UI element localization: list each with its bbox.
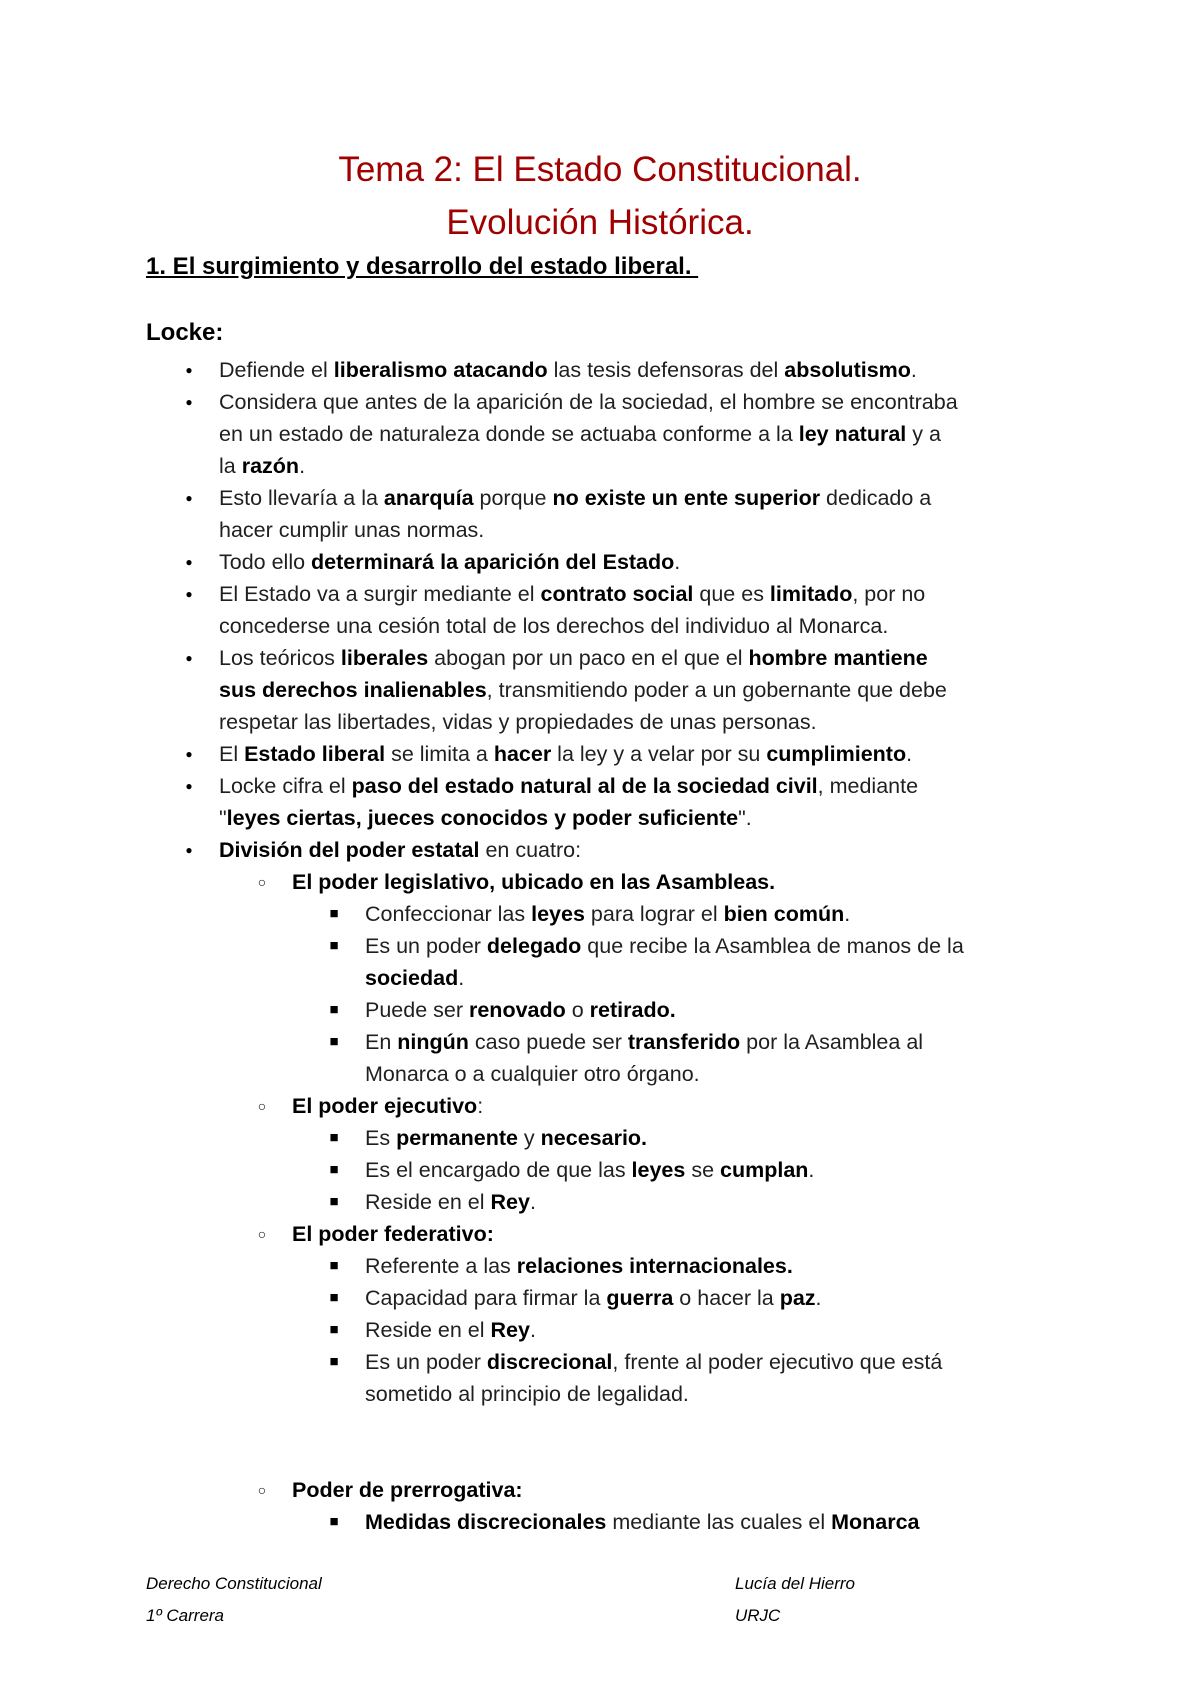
text: en un estado de naturaleza donde se actuaba conforme a la <box>219 422 799 446</box>
list-item-line <box>292 1090 483 1122</box>
bullet-circle-icon: ○ <box>257 1226 267 1242</box>
text: porque <box>473 486 553 510</box>
text: Es un poder <box>365 1350 487 1374</box>
text: Reside en el <box>365 1318 491 1342</box>
list-item-line <box>219 578 925 610</box>
bullet-dot-icon: ● <box>185 491 193 505</box>
list-item-line <box>365 1346 942 1378</box>
list-item-line <box>219 706 817 738</box>
bold-text: hombre mantiene <box>748 646 928 670</box>
text: la <box>219 454 242 478</box>
text: sometido al principio de legalidad. <box>365 1382 689 1406</box>
bold-text: El poder federativo: <box>292 1222 494 1246</box>
list-item-line <box>292 866 775 898</box>
text: . <box>815 1286 822 1310</box>
bold-text: hacer <box>493 742 552 766</box>
bold-text: permanente <box>396 1126 518 1150</box>
bullet-dot-icon: ● <box>185 555 193 569</box>
text: . <box>674 550 681 574</box>
bullet-square-icon: ■ <box>329 1289 339 1306</box>
list-item-line <box>365 930 964 962</box>
footer-university: URJC <box>735 1606 781 1625</box>
bullet-circle-icon: ○ <box>257 874 267 890</box>
text: . <box>906 742 913 766</box>
text: hacer cumplir unas normas. <box>219 518 485 542</box>
bold-text: ningún <box>397 1030 469 1054</box>
bold-text: anarquía <box>383 486 474 510</box>
bullet-square-icon: ■ <box>329 1001 339 1018</box>
list-item-line <box>219 802 752 834</box>
text: mediante las cuales el <box>606 1510 832 1534</box>
text: . <box>458 966 465 990</box>
text: , transmitiendo poder a un gobernante que debe <box>486 678 947 702</box>
bold-text: limitado <box>769 582 853 606</box>
text: que es <box>693 582 770 606</box>
bullet-dot-icon: ● <box>185 779 193 793</box>
bullet-dot-icon: ● <box>185 395 193 409</box>
list-item-line <box>219 354 917 386</box>
bold-text: liberales <box>340 646 429 670</box>
list-item-line <box>219 834 581 866</box>
text: o hacer la <box>673 1286 780 1310</box>
bold-text: sociedad <box>365 966 459 990</box>
text: Puede ser <box>365 998 469 1022</box>
bold-text: Estado liberal <box>244 742 386 766</box>
document-title-line-1: Tema 2: El Estado Constitucional. <box>338 150 862 189</box>
footer-course: Derecho Constitucional <box>146 1574 322 1593</box>
list-item-line <box>219 738 912 770</box>
list-item-line <box>365 1378 689 1410</box>
bullet-square-icon: ■ <box>329 1033 339 1050</box>
text: concederse una cesión total de los derechos del individuo al Monarca. <box>219 614 889 638</box>
bold-text: determinará la aparición del Estado <box>311 550 675 574</box>
bold-text: retirado. <box>589 998 676 1022</box>
bullet-circle-icon: ○ <box>257 1098 267 1114</box>
text: Reside en el <box>365 1190 491 1214</box>
list-item-line <box>219 450 305 482</box>
list-item-line <box>365 1058 700 1090</box>
text: : <box>477 1094 484 1118</box>
text: para lograr el <box>584 902 724 926</box>
bullet-square-icon: ■ <box>329 937 339 954</box>
text: la ley y a velar por su <box>551 742 767 766</box>
list-item-line <box>365 1122 647 1154</box>
bold-text: cumplan <box>720 1158 809 1182</box>
list-item-line <box>365 1506 920 1538</box>
bold-text: relaciones internacionales. <box>516 1254 793 1278</box>
bullet-square-icon: ■ <box>329 905 339 922</box>
bold-text: liberalismo atacando <box>333 358 548 382</box>
list-item-line <box>219 674 947 706</box>
document-title-line-2: Evolución Histórica. <box>446 203 754 242</box>
text: Considera que antes de la aparición de la sociedad, el hombre se encontraba <box>219 390 958 414</box>
text: El Estado va a surgir mediante el <box>219 582 541 606</box>
text: y a <box>906 422 941 446</box>
text: y <box>517 1126 541 1150</box>
bullet-square-icon: ■ <box>329 1193 339 1210</box>
text: respetar las libertades, vidas y propiedades de unas personas. <box>219 710 817 734</box>
list-item-line <box>219 770 918 802</box>
bold-text: cumplimiento <box>766 742 907 766</box>
bullet-dot-icon: ● <box>185 363 193 377</box>
bold-text: leyes <box>631 1158 686 1182</box>
bold-text: discrecional <box>486 1350 613 1374</box>
text: Es un poder <box>365 934 487 958</box>
text: se limita a <box>385 742 494 766</box>
text: Los teóricos <box>219 646 341 670</box>
bold-text: Medidas discrecionales <box>365 1510 607 1534</box>
bold-text: leyes <box>531 902 585 926</box>
list-item-line <box>219 514 484 546</box>
bold-text: Monarca <box>831 1510 920 1534</box>
list-item-line <box>365 1282 822 1314</box>
text: . <box>529 1318 536 1342</box>
bold-text: División del poder estatal <box>219 838 480 862</box>
list-item-line <box>219 546 680 578</box>
text: ". <box>738 806 752 830</box>
text: dedicado a <box>820 486 932 510</box>
text: Referente a las <box>365 1254 517 1278</box>
text: caso puede ser <box>468 1030 628 1054</box>
list-item-line <box>365 1250 793 1282</box>
bullet-dot-icon: ● <box>185 747 193 761</box>
bullet-square-icon: ■ <box>329 1257 339 1274</box>
bold-text: Poder de prerrogativa: <box>292 1478 523 1502</box>
text: que recibe la Asamblea de manos de la <box>581 934 964 958</box>
text: o <box>565 998 590 1022</box>
text: . <box>529 1190 536 1214</box>
footer-year: 1º Carrera <box>146 1606 225 1625</box>
list-item-line <box>365 1154 814 1186</box>
bold-text: renovado <box>468 998 566 1022</box>
bullet-square-icon: ■ <box>329 1321 339 1338</box>
text: abogan por un paco en el que el <box>428 646 749 670</box>
bold-text: El poder legislativo, ubicado en las Asambleas. <box>292 870 776 894</box>
bold-text: guerra <box>606 1286 674 1310</box>
list-item-line <box>365 1186 536 1218</box>
text: Monarca o a cualquier otro órgano. <box>365 1062 700 1086</box>
list-item-line <box>365 994 676 1026</box>
bold-text: Rey <box>490 1190 530 1214</box>
text: , mediante <box>817 774 919 798</box>
list-item-line <box>365 962 464 994</box>
bold-text: paz <box>779 1286 816 1310</box>
bold-text: El poder ejecutivo <box>292 1094 478 1118</box>
text: las tesis defensoras del <box>547 358 785 382</box>
text: Es <box>365 1126 397 1150</box>
list-item-line <box>219 482 931 514</box>
bold-text: delegado <box>486 934 582 958</box>
bullet-square-icon: ■ <box>329 1513 339 1530</box>
text: Confeccionar las <box>365 902 532 926</box>
bold-text: leyes ciertas, jueces conocidos y poder suficiente <box>226 806 739 830</box>
text: En <box>365 1030 398 1054</box>
text: . <box>808 1158 815 1182</box>
bold-text: razón <box>241 454 300 478</box>
list-item-line <box>219 418 941 450</box>
text: en cuatro: <box>479 838 582 862</box>
text: . <box>844 902 851 926</box>
bold-text: sus derechos inalienables <box>219 678 487 702</box>
text: por la Asamblea al <box>740 1030 924 1054</box>
text: , por no <box>852 582 926 606</box>
list-item-line <box>292 1218 494 1250</box>
list-item-line <box>365 1026 923 1058</box>
bold-text: bien común <box>723 902 845 926</box>
bold-text: Rey <box>490 1318 530 1342</box>
bullet-circle-icon: ○ <box>257 1482 267 1498</box>
footer-author: Lucía del Hierro <box>735 1574 856 1593</box>
bullet-square-icon: ■ <box>329 1161 339 1178</box>
list-item-line <box>365 1314 536 1346</box>
text: se <box>685 1158 721 1182</box>
bold-text: absolutismo <box>784 358 911 382</box>
list-item-line <box>292 1474 523 1506</box>
bullet-dot-icon: ● <box>185 843 193 857</box>
text: " <box>219 806 227 830</box>
text: Esto llevaría a la <box>219 486 384 510</box>
list-item-line <box>219 610 888 642</box>
list-item-line <box>219 386 958 418</box>
bullet-square-icon: ■ <box>329 1353 339 1370</box>
subheading-locke: Locke: <box>146 319 224 346</box>
list-item-line <box>219 642 928 674</box>
bold-text: contrato social <box>540 582 694 606</box>
text: , frente al poder ejecutivo que está <box>612 1350 943 1374</box>
bold-text: no existe un ente superior <box>552 486 821 510</box>
text: . <box>910 358 917 382</box>
text: Es el encargado de que las <box>365 1158 632 1182</box>
bold-text: ley natural <box>798 422 907 446</box>
list-item-line <box>365 898 850 930</box>
bold-text: paso del estado natural al de la sociedad civil <box>351 774 818 798</box>
section-heading: 1. El surgimiento y desarrollo del estado liberal. <box>146 253 699 280</box>
bold-text: necesario. <box>540 1126 648 1150</box>
bullet-square-icon: ■ <box>329 1129 339 1146</box>
bold-text: transferido <box>627 1030 741 1054</box>
text: El <box>219 742 245 766</box>
text: Locke cifra el <box>219 774 352 798</box>
bullet-dot-icon: ● <box>185 587 193 601</box>
text: Todo ello <box>219 550 312 574</box>
text: . <box>299 454 306 478</box>
bullet-dot-icon: ● <box>185 651 193 665</box>
text: Capacidad para firmar la <box>365 1286 607 1310</box>
text: Defiende el <box>219 358 334 382</box>
